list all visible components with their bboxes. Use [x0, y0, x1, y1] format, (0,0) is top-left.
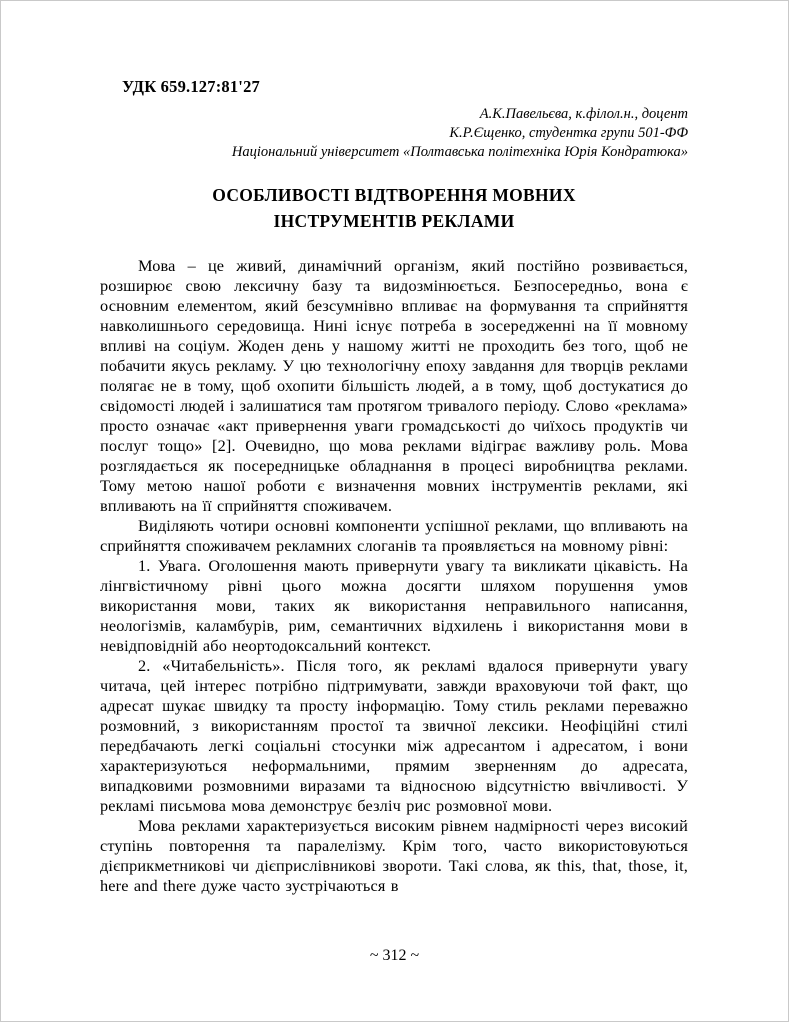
author-block	[100, 105, 688, 162]
body-paragraph-2: Виділяють чотири основні компоненти успішної реклами, що впливають на сприйняття споживачем рекламних слоганів та проявляється на мовному рівні:	[100, 516, 688, 555]
body-paragraph-3: 1. Увага. Оголошення мають привернути увагу та викликати цікавість. На лінгвістичному рівні цього можна досягти шляхом порушення умов використання мови, таких як використання неправильного написання, неологізмів, каламбурів, рим, семантичних відхилень і використання мови в невідповідній або неортодоксальний контекст.	[100, 556, 688, 655]
udc-code: УДК 659.127:81'27	[122, 77, 260, 96]
article-title-line-2: ІНСТРУМЕНТІВ РЕКЛАМИ	[273, 211, 515, 231]
author-line-1: А.К.Павельєва, к.філол.н., доцент	[479, 106, 688, 122]
body-paragraph-4: 2. «Читабельність». Після того, як рекламі вдалося привернути увагу читача, цей інтерес потрібно підтримувати, завжди враховуючи той факт, що адресат шукає швидку та просту інформацію. Тому стиль реклами переважно розмовний, з використанням простої та звичної лексики. Неофіційні стилі передбачають легкі соціальні стосунки між адресантом і адресатом, і вони характеризуються неформальними, прямим зверненням до адресата, випадковими розмовними виразами та відносною відсутністю ввічливості. У рекламі письмова мова демонструє безліч рис розмовної мови.	[100, 656, 688, 815]
body-paragraph-5: Мова реклами характеризується високим рівнем надмірності через високий ступінь повторення та паралелізму. Крім того, часто використовуються дієприкметникові чи дієприслівникові звороти. Такі слова, як this, that, those, it, here and there дуже часто зустрічаються в	[100, 816, 688, 895]
author-affiliation: Національний університет «Полтавська політехніка Юрія Кондратюка»	[231, 144, 688, 160]
body-paragraph-1: Мова – це живий, динамічний організм, який постійно розвивається, розширює свою лексичну базу та видозмінюється. Безпосередньо, вона є основним елементом, який безсумнівно впливає на формування та сприйняття навколишнього середовища. Нині існує потреба в зосередженні на її мовному впливі на соціум. Жоден день у нашому житті не проходить без того, щоб не побачити якусь рекламу. У цю технологічну епоху завдання для творців реклами полягає не в тому, щоб охопити більшість людей, а в тому, щоб достукатися до свідомості людей і залишатися там протягом тривалого періоду. Слово «реклама» просто означає «акт привернення уваги громадськості до чиїхось продуктів чи послуг тощо» [2]. Очевидно, що мова реклами відіграє важливу роль. Мова розглядається як посередницьке обладнання в процесі виробництва реклами. Тому метою нашої роботи є визначення мовних інструментів реклами, які впливають на її сприйняття споживачем.	[100, 256, 688, 515]
article-body	[100, 256, 688, 896]
article-title	[100, 182, 688, 234]
article-title-line-1: ОСОБЛИВОСТІ ВІДТВОРЕННЯ МОВНИХ	[212, 185, 576, 205]
author-line-2: К.Р.Єщенко, студентка групи 501-ФФ	[449, 125, 688, 141]
page-number: ~ 312 ~	[369, 947, 420, 964]
